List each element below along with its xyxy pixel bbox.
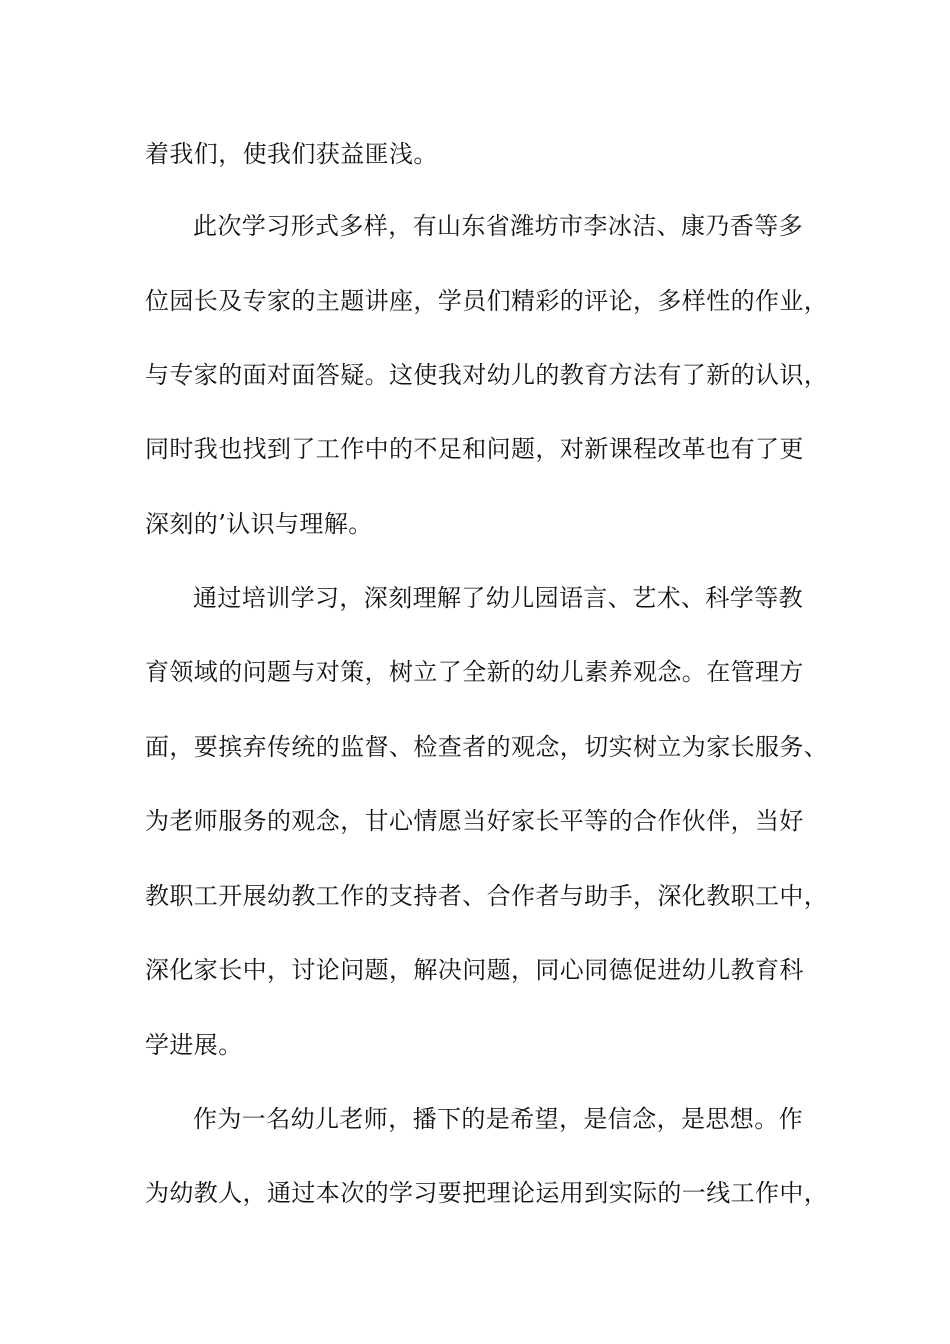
text-line: 与专家的面对面答疑。这使我对幼儿的教育方法有了新的认识， — [145, 361, 829, 389]
text-line: 深刻的’认识与理解。 — [145, 510, 373, 538]
text-line: 此次学习形式多样，有山东省潍坊市李冰洁、康乃香等多 — [193, 212, 803, 240]
text-line: 面，要摈弃传统的监督、检查者的观念，切实树立为家长服务、 — [145, 733, 829, 761]
text-line: 着我们，使我们获益匪浅。 — [145, 140, 438, 168]
text-line: 同时我也找到了工作中的不足和问题，对新课程改革也有了更 — [145, 435, 804, 463]
text-line: 作为一名幼儿老师，播下的是希望，是信念，是思想。作 — [193, 1105, 803, 1133]
text-line: 为老师服务的观念，甘心情愿当好家长平等的合作伙伴，当好 — [145, 807, 804, 835]
text-line: 育领域的问题与对策，树立了全新的幼儿素养观念。在管理方 — [145, 658, 804, 686]
text-line: 教职工开展幼教工作的支持者、合作者与助手，深化教职工中， — [145, 882, 829, 910]
text-line: 位园长及专家的主题讲座，学员们精彩的评论，多样性的作业， — [145, 287, 829, 315]
text-line: 学进展。 — [145, 1031, 243, 1059]
text-line: 通过培训学习，深刻理解了幼儿园语言、艺术、科学等教 — [193, 584, 803, 612]
text-line: 深化家长中，讨论问题，解决问题，同心同德促进幼儿教育科 — [145, 956, 804, 984]
text-line: 为幼教人，通过本次的学习要把理论运用到实际的一线工作中， — [145, 1179, 829, 1207]
